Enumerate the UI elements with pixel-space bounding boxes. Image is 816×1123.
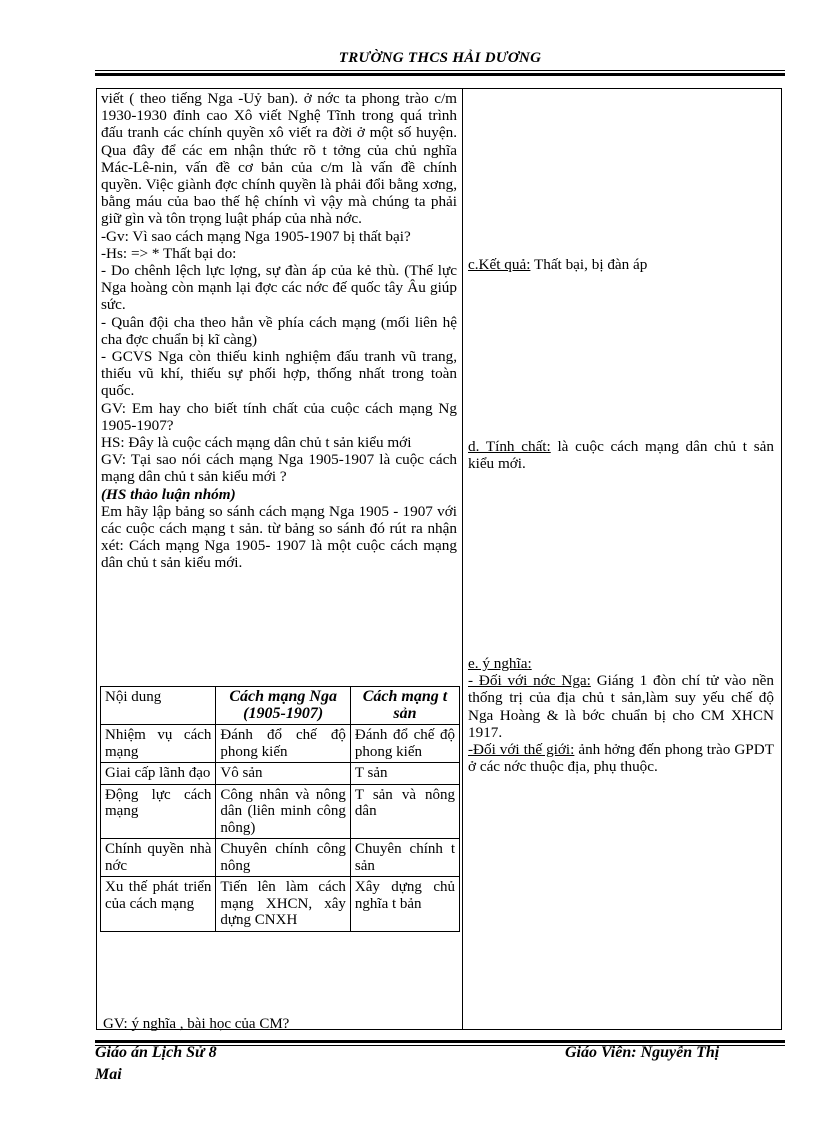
table-cell: Công nhân và nông dân (liên minh công nông) xyxy=(216,784,350,839)
table-cell: Chính quyền nhà nớc xyxy=(101,839,216,877)
table-cell: Đánh đổ chế độ phong kiến xyxy=(216,725,350,763)
table-cell: Tiến lên làm cách mạng XHCN, xây dựng CNXH xyxy=(216,877,350,932)
table-cell: Chuyên chính công nông xyxy=(216,839,350,877)
paragraph: HS: Đây là cuộc cách mạng dân chủ t sản kiểu mới xyxy=(101,434,412,452)
table-cell: Xây dựng chủ nghĩa t bản xyxy=(350,877,459,932)
table-cell: Nhiệm vụ cách mạng xyxy=(101,725,216,763)
paragraph: - Quân đội cha theo hẳn về phía cách mạng (mối liên hệ cha đợc chuẩn bị kĩ càng) xyxy=(101,313,457,348)
footer-teacher: Giáo Viên: Nguyễn Thị xyxy=(565,1044,720,1061)
domestic-text: Giáng 1 đòn chí tử vào nền thống trị của địa chủ t sản,làm suy yếu chế độ Nga Hoàng & là bớc chuẩn bị cho CM XHCN 1917. xyxy=(468,672,774,741)
nature-section xyxy=(468,438,774,472)
footer-teacher-cont: Mai xyxy=(95,1066,122,1083)
result-line xyxy=(468,256,774,273)
nature-line xyxy=(468,438,774,472)
comparison-table xyxy=(100,686,460,932)
header-rule-thick xyxy=(95,73,785,76)
world-label: -Đối với thế giới: xyxy=(468,741,575,759)
table-row xyxy=(101,725,460,763)
paragraph: -Gv: Vì sao cách mạng Nga 1905-1907 bị thất bại? xyxy=(101,227,411,245)
paragraph: Em hãy lập bảng so sánh cách mạng Nga 1905 - 1907 với các cuộc cách mạng t sản. từ bảng so sánh đó rút ra nhận xét: Cách mạng Nga 1905- 1907 là một cuộc cách mạng dân chủ t sản kiểu mới. xyxy=(101,502,457,572)
table-header-cell: Nội dung xyxy=(101,687,216,725)
paragraph: GV: Em hay cho biết tính chất của cuộc cách mạng Ng 1905-1907? xyxy=(101,399,457,434)
footer-rule-thick xyxy=(95,1040,785,1043)
world-text: ảnh hởng đến phong trào GPDT ở các nớc thuộc địa, phụ thuộc. xyxy=(468,741,774,776)
paragraph: -Hs: => * Thất bại do: xyxy=(101,244,237,262)
table-row xyxy=(101,784,460,839)
domestic-meaning xyxy=(468,672,774,741)
result-section xyxy=(468,256,774,273)
school-header: TRƯỜNG THCS HẢI DƯƠNG xyxy=(338,50,542,66)
header-rule-thin xyxy=(95,70,785,71)
nature-text: là cuộc cách mạng dân chủ t sản kiểu mới. xyxy=(468,438,774,473)
table-header-cell: Cách mạng t sản xyxy=(350,687,459,725)
table-cell: Đánh đổ chế độ phong kiến xyxy=(350,725,459,763)
table-cell: Giai cấp lãnh đạo xyxy=(101,763,216,785)
table-cell: Chuyên chính t sản xyxy=(350,839,459,877)
result-text: Thất bại, bị đàn áp xyxy=(530,256,648,273)
nature-label: d. Tính chất: xyxy=(468,438,551,455)
table-row xyxy=(101,877,460,932)
table-row xyxy=(101,839,460,877)
table-cell: Động lực cách mạng xyxy=(101,784,216,839)
table-cell: T sản xyxy=(350,763,459,785)
paragraph: - GCVS Nga còn thiếu kinh nghiệm đấu tranh vũ trang, thiếu vũ khí, thiếu sự phối hợp, thống nhất trong toàn quốc. xyxy=(101,348,457,400)
footer-lesson-title: Giáo án Lịch Sử 8 xyxy=(95,1044,217,1061)
left-column xyxy=(101,90,457,572)
table-cell: T sản và nông dân xyxy=(350,784,459,839)
meaning-label: e. ý nghĩa: xyxy=(468,655,532,672)
column-divider xyxy=(462,88,463,1030)
paragraph: viết ( theo tiếng Nga -Uỷ ban). ở nớc ta phong trào c/m 1930-1930 đỉnh cao Xô viết Nghệ Tĩnh trong quá trình đấu tranh các chính quyền xô viết ra đời ở một số huyện. Qua đây để các em nhận thức rõ t tởng của chủ nghĩa Mác-Lê-nin, vấn đề cơ bản của c/m là vấn đề chính quyền. Việc giành đợc chính quyền là phải đổi bằng xơng, bằng máu của bao thế hệ chính vì vậy mà chúng ta phải giữ gìn và tôn trọng luật pháp của nhà nớc. xyxy=(101,90,457,228)
table-cell: Xu thế phát triển của cách mạng xyxy=(101,877,216,932)
result-label: c.Kết quả: xyxy=(468,256,531,273)
paragraph: GV: Tại sao nói cách mạng Nga 1905-1907 là cuộc cách mạng dân chủ t sản kiểu mới ? xyxy=(101,451,457,486)
domestic-label: - Đối với nớc Nga: xyxy=(468,672,591,690)
closing-question: GV: ý nghĩa , bài học của CM? xyxy=(103,1016,290,1032)
table-cell: Vô sản xyxy=(216,763,350,785)
group-task-label: (HS thảo luận nhóm) xyxy=(101,485,236,503)
paragraph: - Do chênh lệch lực lợng, sự đàn áp của kẻ thù. (Thế lực Nga hoàng còn mạnh lại đợc các nớc đế quốc tây Âu giúp sức. xyxy=(101,262,457,314)
table-header-row xyxy=(101,687,460,725)
table-row xyxy=(101,763,460,785)
world-meaning xyxy=(468,741,774,775)
meaning-section xyxy=(468,655,774,775)
table-header-cell: Cách mạng Nga (1905-1907) xyxy=(216,687,350,725)
